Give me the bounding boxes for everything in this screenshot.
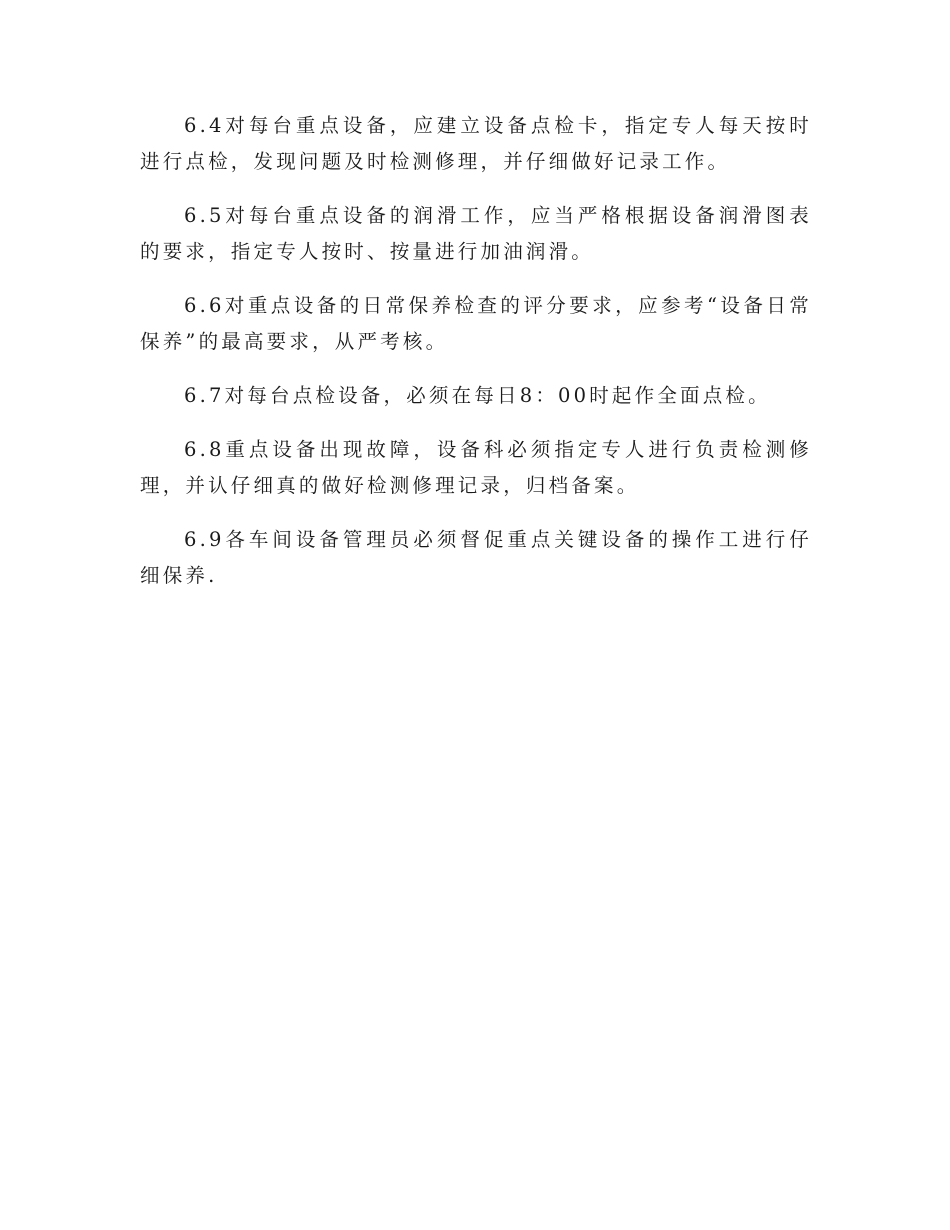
paragraph-6-9: 6.9各车间设备管理员必须督促重点关键设备的操作工进行仔细保养. bbox=[140, 528, 812, 587]
paragraph-6-6: 6.6对重点设备的日常保养检查的评分要求，应参考“设备日常保养”的最高要求，从严考核。 bbox=[140, 294, 812, 353]
document-body bbox=[140, 108, 812, 612]
paragraph-6-4: 6.4对每台重点设备，应建立设备点检卡，指定专人每天按时进行点检，发现问题及时检测修理，并仔细做好记录工作。 bbox=[140, 114, 812, 173]
paragraph-6-7: 6.7对每台点检设备，必须在每日8：00时起作全面点检。 bbox=[184, 384, 771, 407]
paragraph-6-5: 6.5对每台重点设备的润滑工作，应当严格根据设备润滑图表的要求，指定专人按时、按量进行加油润滑。 bbox=[140, 204, 812, 263]
paragraph-6-8: 6.8重点设备出现故障，设备科必须指定专人进行负责检测修理，并认仔细真的做好检测修理记录，归档备案。 bbox=[140, 438, 812, 497]
